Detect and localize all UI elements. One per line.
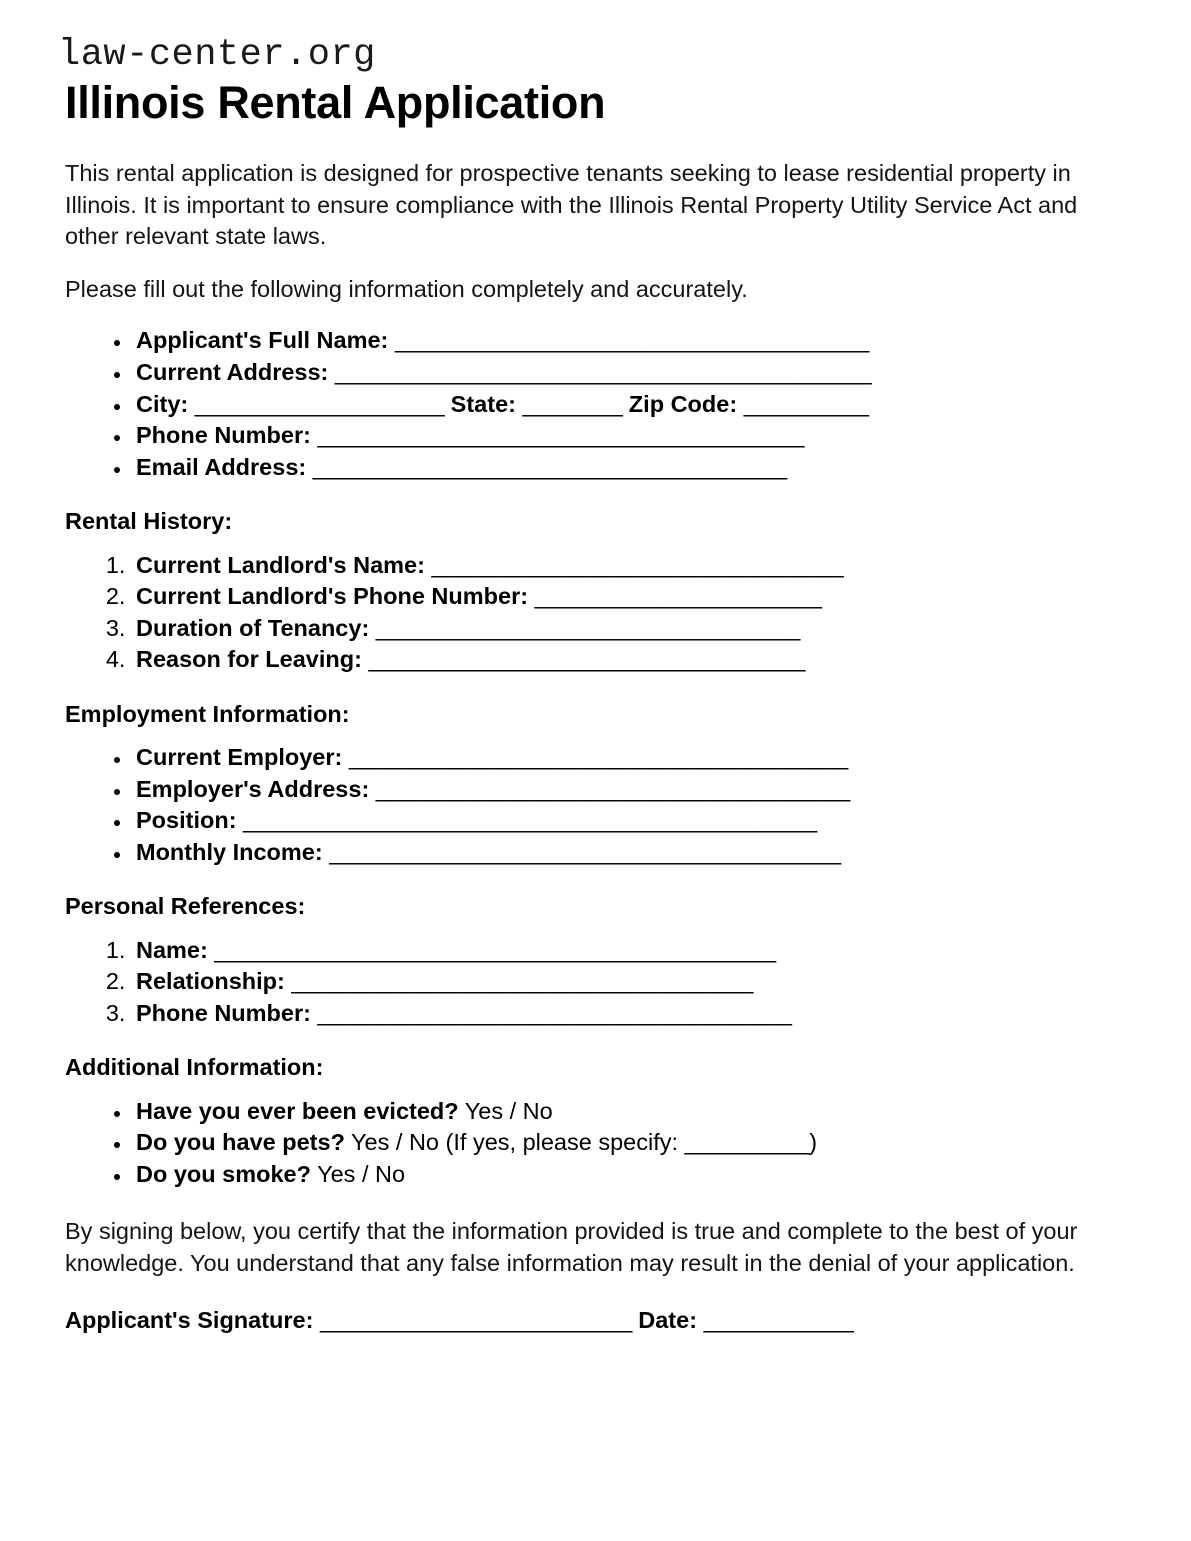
field-blank[interactable]: ______________________________________	[312, 453, 787, 480]
field-label: Monthly Income:	[136, 838, 330, 865]
answer-options[interactable]: Yes / No	[310, 1160, 406, 1187]
list-item	[132, 837, 1135, 869]
list-item	[132, 935, 1135, 967]
field-blank[interactable]: ___________________________________________	[334, 358, 872, 385]
field-blank[interactable]: __________________________________	[375, 614, 800, 641]
field-blank-zip[interactable]: __________	[743, 390, 869, 417]
list-item	[132, 389, 1135, 421]
field-blank[interactable]: _______________________________________	[317, 422, 804, 449]
field-blank[interactable]: ________________________________________	[348, 744, 848, 771]
personal-references-list	[56, 935, 1135, 1030]
field-label-city: City:	[136, 390, 195, 417]
list-item	[132, 452, 1135, 484]
page-title: Illinois Rental Application	[65, 76, 606, 128]
list-item	[132, 774, 1135, 806]
field-blank[interactable]: _________________________________________	[329, 838, 841, 865]
list-item	[132, 998, 1135, 1030]
question-label: Do you smoke?	[136, 1160, 311, 1187]
list-item	[132, 581, 1135, 613]
date-blank[interactable]: ____________	[703, 1306, 854, 1333]
field-label: Current Address:	[136, 358, 335, 385]
section-heading-additional: Additional Information:	[65, 1054, 324, 1081]
signature-row	[56, 1305, 1135, 1336]
field-blank[interactable]: _______________________	[534, 583, 822, 610]
site-name: law-center.org	[58, 34, 376, 76]
answer-options[interactable]: Yes / No	[458, 1097, 553, 1124]
field-label: Name:	[136, 936, 215, 963]
question-label: Do you have pets?	[136, 1129, 345, 1156]
field-blank[interactable]: ______________________________________	[375, 775, 850, 802]
field-blank[interactable]: _____________________________________	[291, 968, 753, 995]
signature-label: Applicant's Signature:	[65, 1306, 320, 1333]
field-label: Email Address:	[136, 453, 313, 480]
closing-paren: )	[809, 1129, 818, 1156]
section-heading-rental-history: Rental History:	[65, 508, 233, 535]
list-item	[132, 1096, 1135, 1128]
intro-paragraph-2: Please fill out the following information completely and accurately.	[65, 276, 748, 303]
field-label: Duration of Tenancy:	[136, 614, 376, 641]
field-blank[interactable]: ______________________________________	[394, 327, 869, 354]
field-label: Current Employer:	[136, 744, 349, 771]
field-blank[interactable]: ______________________________________	[317, 999, 792, 1026]
field-blank-state[interactable]: ________	[522, 390, 623, 417]
field-label: Phone Number:	[136, 422, 318, 449]
list-item	[132, 805, 1135, 837]
field-blank[interactable]: ______________________________________________	[243, 807, 817, 834]
list-item	[132, 966, 1135, 998]
signature-blank[interactable]: _________________________	[319, 1306, 632, 1333]
list-item	[132, 357, 1135, 389]
field-label: Reason for Leaving:	[136, 646, 369, 673]
list-item	[132, 420, 1135, 452]
certification-paragraph: By signing below, you certify that the information provided is true and complete to the best of your knowledge. You understand that any false information may result in the denial of your application.	[65, 1218, 1078, 1276]
field-label-zip: Zip Code:	[622, 390, 744, 417]
field-blank[interactable]: _____________________________________________	[214, 936, 776, 963]
additional-information-list	[56, 1096, 1135, 1191]
field-label-state: State:	[444, 390, 523, 417]
field-label: Current Landlord's Phone Number:	[136, 583, 535, 610]
field-label: Applicant's Full Name:	[136, 327, 395, 354]
list-item	[132, 1159, 1135, 1191]
list-item	[132, 325, 1135, 357]
list-item	[132, 644, 1135, 676]
field-label: Phone Number:	[136, 999, 318, 1026]
field-label: Employer's Address:	[136, 775, 376, 802]
question-label: Have you ever been evicted?	[136, 1097, 459, 1124]
field-blank[interactable]: _________________________________	[431, 551, 843, 578]
field-label: Relationship:	[136, 968, 292, 995]
rental-history-list	[56, 550, 1135, 676]
field-blank-pets[interactable]: __________	[684, 1129, 810, 1156]
list-item	[132, 613, 1135, 645]
section-heading-employment: Employment Information:	[65, 700, 350, 727]
list-item	[132, 1127, 1135, 1159]
field-blank[interactable]: ___________________________________	[368, 646, 805, 673]
field-label: Position:	[136, 807, 244, 834]
answer-options[interactable]: Yes / No (If yes, please specify:	[344, 1129, 685, 1156]
list-item	[132, 550, 1135, 582]
field-blank-city[interactable]: ____________________	[194, 390, 445, 417]
field-label: Current Landlord's Name:	[136, 551, 432, 578]
section-heading-references: Personal References:	[65, 893, 306, 920]
date-label: Date:	[631, 1306, 704, 1333]
applicant-info-list	[56, 325, 1135, 483]
intro-paragraph-1: This rental application is designed for prospective tenants seeking to lease residential property in Illinois. It is important to ensure compliance with the Illinois Rental Property Utility Service Act and other relevant state laws.	[65, 160, 1078, 249]
employment-list	[56, 742, 1135, 868]
list-item	[132, 742, 1135, 774]
